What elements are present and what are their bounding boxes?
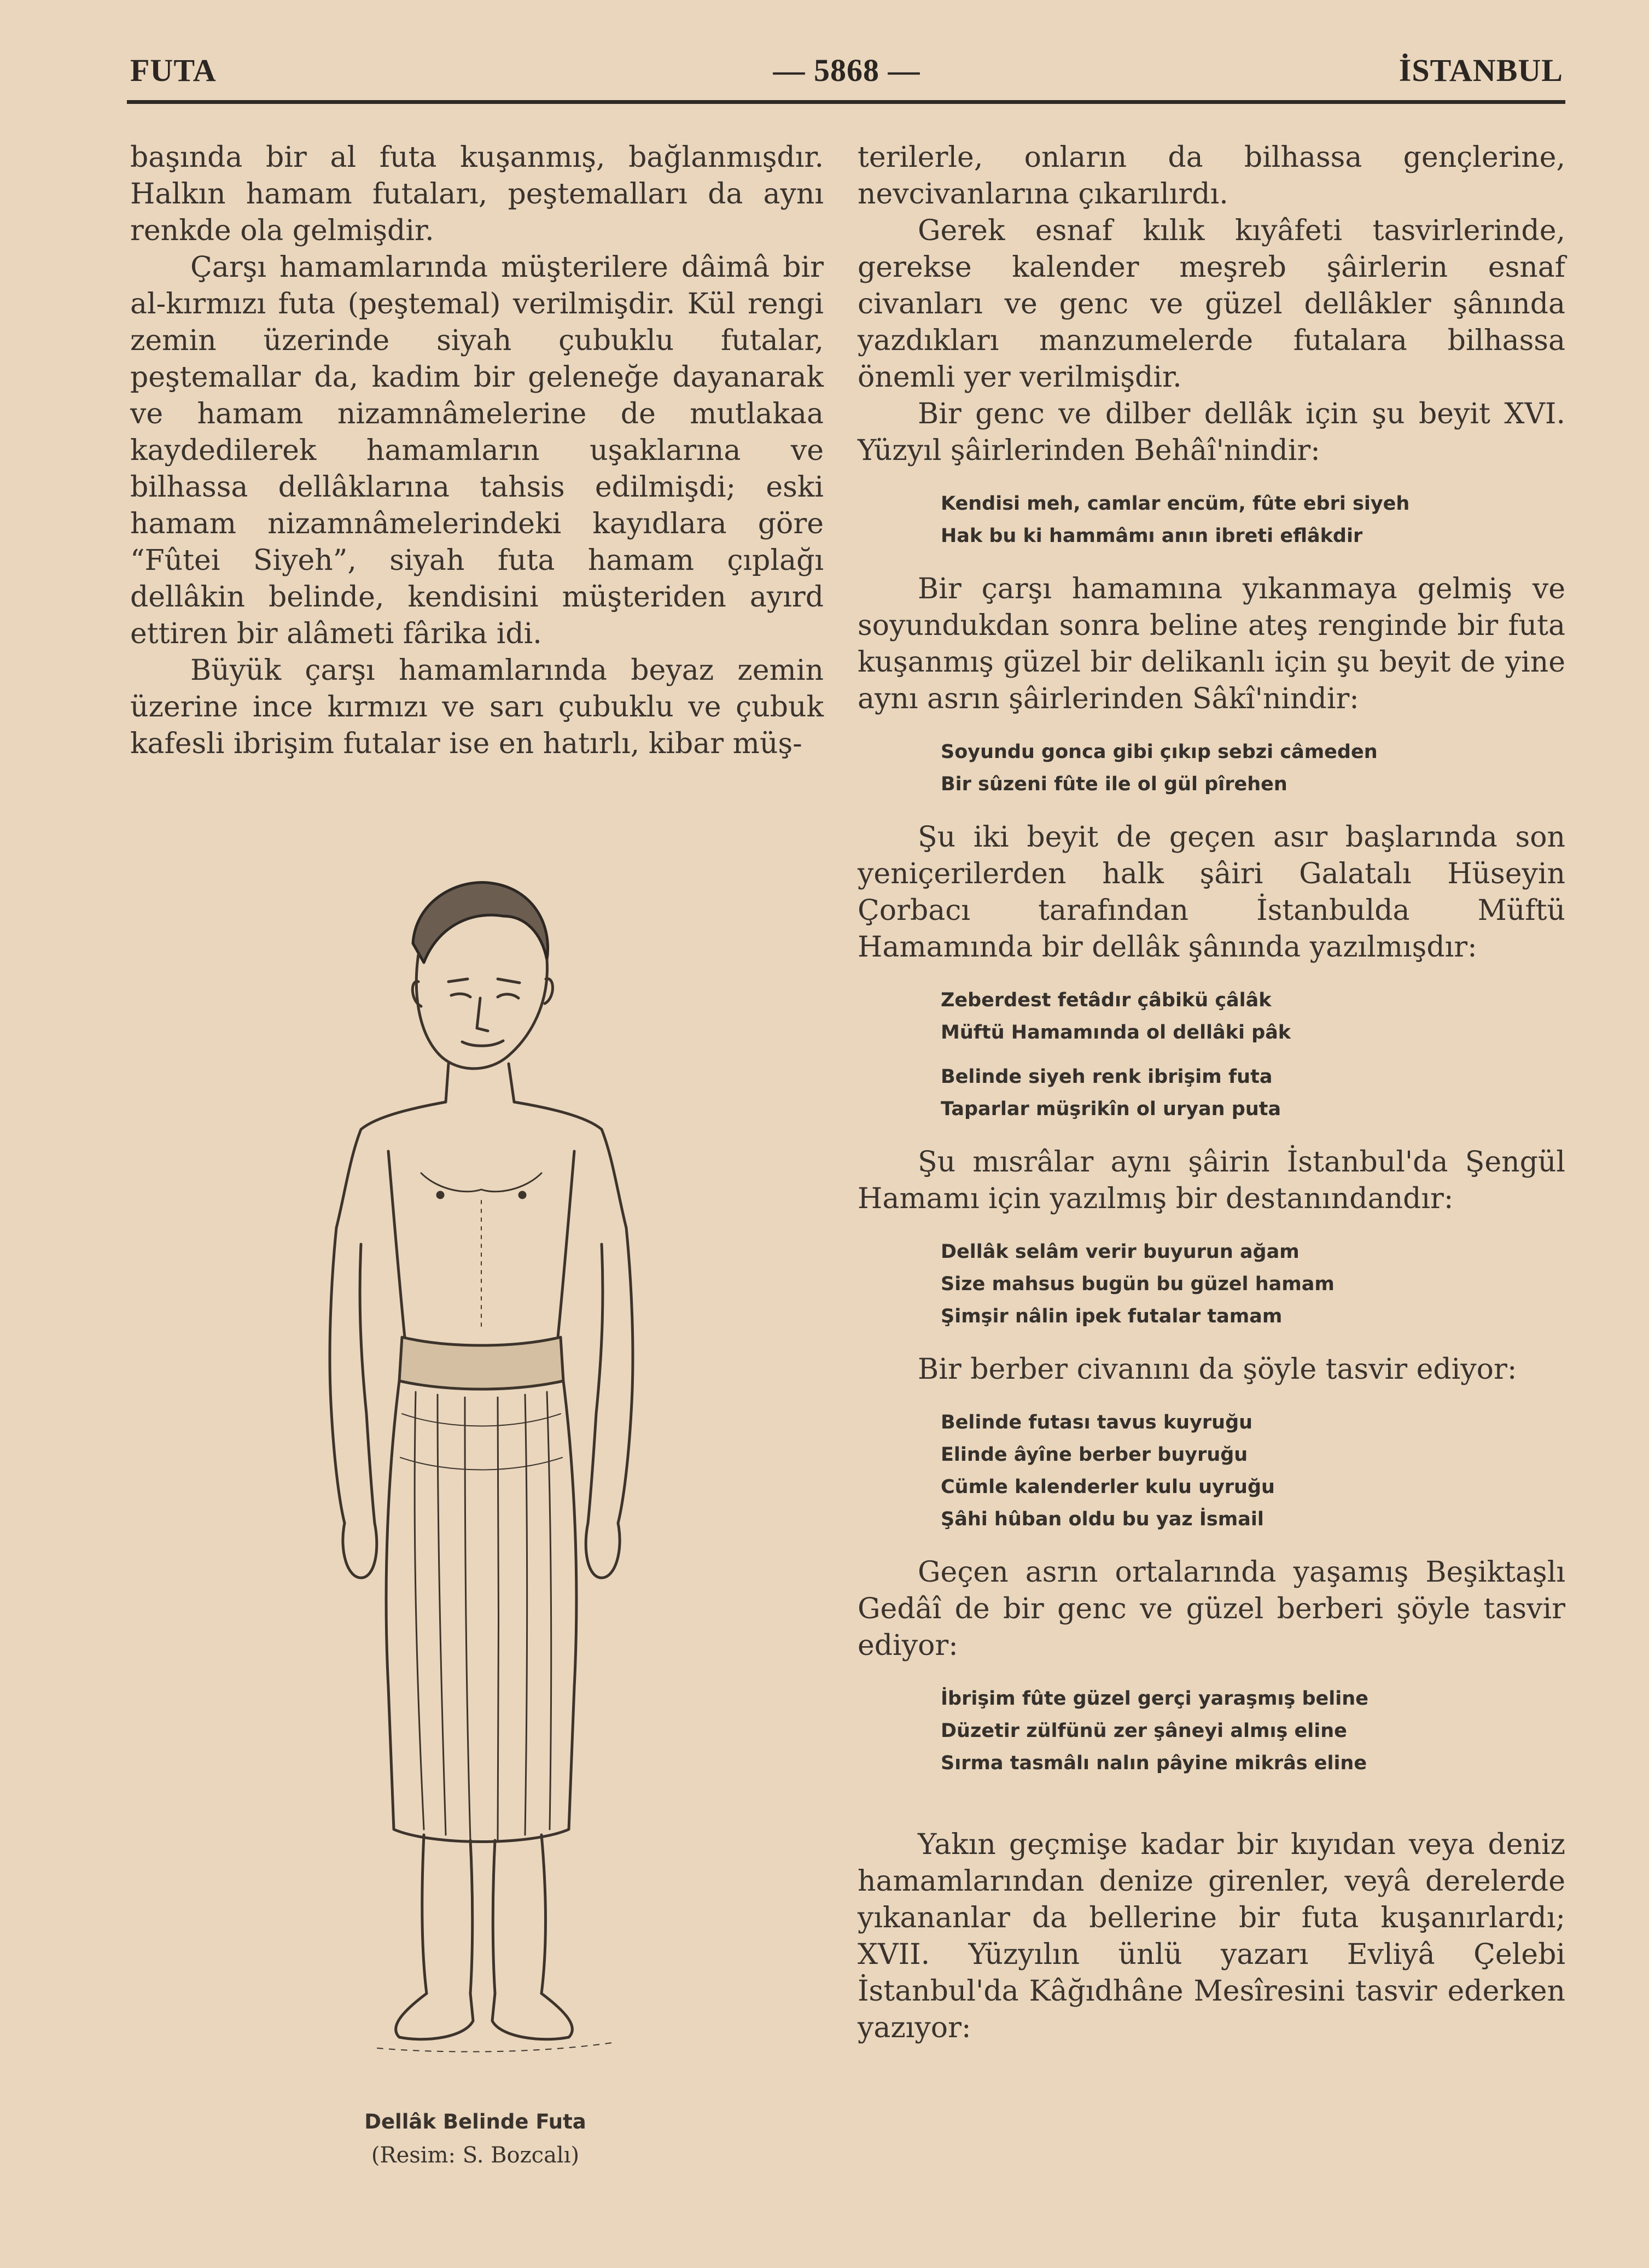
- verse-berber: [858, 1407, 1565, 1536]
- left-paragraph-3: Büyük çarşı hamamlarında beyaz zemin üzerine ince kırmızı ve sarı çubuklu ve çubuk kafesli ibrişim futalar ise en hatırlı, kibar müş-: [130, 654, 824, 760]
- verse-galatali-2: [858, 1061, 1565, 1126]
- right-column: [858, 139, 1565, 2047]
- verse-sengul: [858, 1236, 1565, 1333]
- verse-galatali-1: [858, 984, 1565, 1049]
- header-section-title: FUTA: [130, 53, 217, 88]
- verse-line: Soyundu gonca gibi çıkıp sebzi câmeden: [941, 741, 1378, 763]
- verse-line: Taparlar müşrikîn ol uryan puta: [941, 1098, 1281, 1120]
- verse-line: Sırma tasmâlı nalın pâyine mikrâs eline: [941, 1752, 1367, 1774]
- verse-line: Elinde âyîne berber buyruğu: [941, 1444, 1248, 1466]
- right-paragraph-5: Şu iki beyit de geçen asır başlarında son yeniçerilerden halk şâiri Galatalı Hüseyin Çorbacı tarafından İstanbulda Müftü Hamamında bir dellâk şânında yazılmışdır:: [858, 821, 1565, 964]
- right-paragraph-9: Yakın geçmişe kadar bir kıyıdan veya deniz hamamlarından denize girenler, veyâ derelerde yıkananlar da bellerine bir futa kuşanırlardı; XVII. Yüzyılın ünlü yazarı Evliyâ Çelebi İstanbul'da Kâğıdhâne Mesîresini tasvir ederken yazıyor:: [858, 1828, 1565, 2044]
- verse-line: Şimşir nâlin ipek futalar tamam: [941, 1305, 1283, 1327]
- right-paragraph-4: Bir çarşı hamamına yıkanmaya gelmiş ve soyundukdan sonra beline ateş renginde bir futa kuşanmış güzel bir delikanlı için şu beyit de yine aynı asrın şâirlerinden Sâkî'nindir:: [858, 573, 1565, 715]
- left-paragraph-2: Çarşı hamamlarında müşterilere dâimâ bir al-kırmızı futa (peştemal) verilmişdir. Kül rengi zemin üzerinde siyah çubuklu futalar, peştemallar da, kadim bir geleneğe dayanarak ve hamam nizamnâmelerine de mutlakaa kaydedilerek hamamların uşaklarına ve bilhassa dellâklarına tahsis edilmişdi; eski hamam nizamnâmelerindeki kayıdlara göre “Fûtei Siyeh”, siyah futa hamam çıplağı dellâkin belinde, kendisini müşteriden ayırd ettiren bir alâmeti fârika idi.: [130, 251, 824, 650]
- figure-caption-credit: (Resim: S. Bozcalı): [371, 2143, 580, 2168]
- verse-line: Müftü Hamamında ol dellâki pâk: [941, 1022, 1291, 1043]
- verse-gedai: [858, 1683, 1565, 1780]
- verse-line: Dellâk selâm verir buyurun ağam: [941, 1241, 1300, 1263]
- page-header: [130, 52, 1563, 96]
- verse-behai: [858, 488, 1565, 552]
- verse-saki: [858, 736, 1565, 801]
- left-paragraph-1: başında bir al futa kuşanmış, bağlanmışdır. Halkın hamam futaları, peştemalları da aynı renkde ola gelmişdir.: [130, 141, 824, 247]
- verse-line: Şâhi hûban oldu bu yaz İsmail: [941, 1508, 1264, 1530]
- verse-line: Hak bu ki hammâmı anın ibreti eflâkdir: [941, 525, 1363, 547]
- right-paragraph-7: Bir berber civanını da şöyle tasvir ediyor:: [918, 1353, 1517, 1386]
- right-paragraph-8: Geçen asrın ortalarında yaşamış Beşiktaşlı Gedâî de bir genc ve güzel berberi şöyle tasvir ediyor:: [858, 1556, 1565, 1662]
- verse-line: Cümle kalenderler kulu uyruğu: [941, 1476, 1275, 1498]
- page-number: — 5868 —: [773, 53, 920, 88]
- left-column: [130, 139, 824, 762]
- verse-line: Düzetir zülfünü zer şâneyi almış eline: [941, 1720, 1347, 1742]
- figure-caption-title: Dellâk Belinde Futa: [364, 2110, 586, 2133]
- header-encyclopedia-title: İSTANBUL: [1399, 53, 1563, 88]
- verse-line: Zeberdest fetâdır çâbikü çâlâk: [941, 989, 1272, 1011]
- verse-line: Bir sûzeni fûte ile ol gül pîrehen: [941, 773, 1287, 795]
- header-rule: [127, 100, 1565, 104]
- right-paragraph-1: terilerle, onların da bilhassa gençlerine, nevcivanlarına çıkarılırdı.: [858, 141, 1565, 211]
- verse-line: Belinde futası tavus kuyruğu: [941, 1412, 1253, 1433]
- right-paragraph-3: Bir genc ve dilber dellâk için şu beyit XVI. Yüzyıl şâirlerinden Behâî'nindir:: [858, 398, 1565, 467]
- verse-line: Size mahsus bugün bu güzel hamam: [941, 1273, 1335, 1295]
- right-paragraph-6: Şu mısrâlar aynı şâirin İstanbul'da Şengül Hamamı için yazılmış bir destanındandır:: [858, 1146, 1565, 1215]
- verse-line: Belinde siyeh renk ibrişim futa: [941, 1066, 1273, 1088]
- verse-line: Kendisi meh, camlar encüm, fûte ebri siyeh: [941, 493, 1410, 515]
- verse-line: İbrişim fûte güzel gerçi yaraşmış beline: [941, 1688, 1368, 1710]
- right-paragraph-2: Gerek esnaf kılık kıyâfeti tasvirlerinde, gerekse kalender meşreb şâirlerin esnaf civanları ve genc ve güzel dellâkler şânında yazdıkları manzumelerde futalara bilhassa önemli yer verilmişdir.: [858, 214, 1565, 394]
- dellak-illustration: [306, 867, 645, 2084]
